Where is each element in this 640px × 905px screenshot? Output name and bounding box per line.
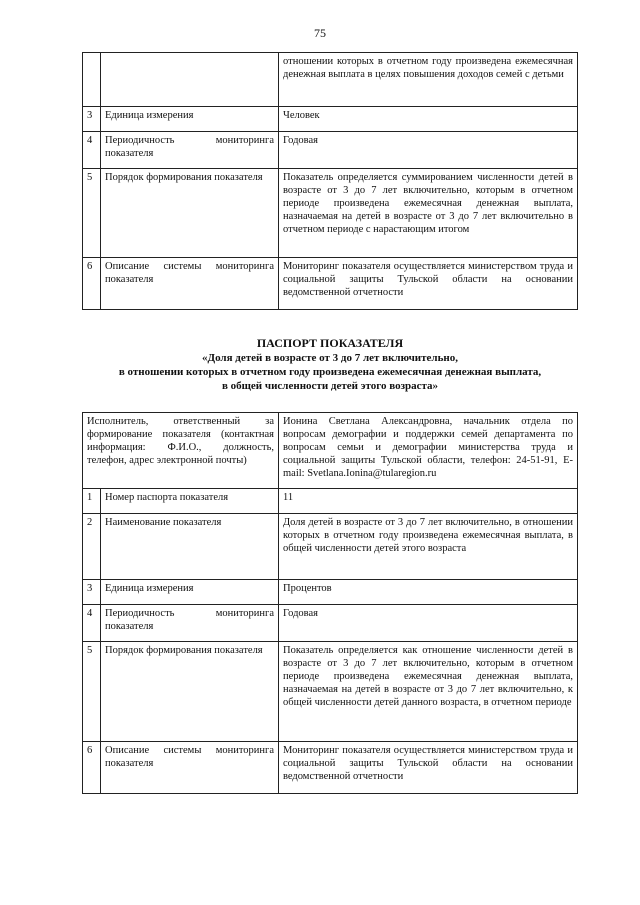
row-label: Порядок формирования показателя [101, 169, 279, 258]
table-row [83, 742, 578, 794]
passport-subtitle-line: «Доля детей в возрасте от 3 до 7 лет включительно, [202, 352, 458, 364]
indicator-table-continued [82, 52, 578, 310]
row-label: Описание системы мониторинга показателя [101, 742, 279, 794]
passport-subtitle-line: в общей численности детей этого возраста» [221, 380, 439, 392]
row-label: Номер паспорта показателя [101, 489, 279, 514]
row-number: 5 [83, 642, 101, 742]
page-number: 75 [314, 26, 326, 40]
table-row [83, 169, 578, 258]
row-number: 2 [83, 514, 101, 580]
table-row [83, 642, 578, 742]
row-number: 6 [83, 258, 101, 310]
table-row [83, 107, 578, 132]
row-value: Показатель определяется суммированием численности детей в возрасте от 3 до 7 лет включительно, которым в отчетном периоде произведена ежемесячная денежная выплата, назначаемая на детей в возрасте от 3 до 7 лет включительно в отчетном периоде с нарастающим итогом [279, 169, 578, 258]
row-label: Единица измерения [101, 580, 279, 605]
passport-heading [60, 336, 600, 393]
row-value: Доля детей в возрасте от 3 до 7 лет включительно, в отношении которых в отчетном году произведена ежемесячная выплата, в общей численности детей этого возраста [279, 514, 578, 580]
table-row [83, 514, 578, 580]
table-row [83, 53, 578, 107]
indicator-passport-table [82, 412, 578, 794]
row-value: отношении которых в отчетном году произведена ежемесячная денежная выплата в целях повышения доходов семей с детьми [279, 53, 578, 107]
row-value: Показатель определяется как отношение численности детей в возрасте от 3 до 7 лет включительно, которым в отчетном периоде произведена ежемесячная денежная выплата, назначаемая на детей в возрасте от 3 до 7 лет включительно, к общей численности детей данного возраста, в отчетном периоде [279, 642, 578, 742]
executor-row [83, 413, 578, 489]
row-label: Единица измерения [101, 107, 279, 132]
executor-value: Ионина Светлана Александровна, начальник отдела по вопросам демографии и поддержки семей департамента по вопросам семьи и демографии министерства труда и социальной защиты Тульской области, телефон: 24-51-91, E-mail: Svetlana.Ionina@tularegion.ru [279, 413, 578, 489]
row-number: 4 [83, 605, 101, 642]
table-row [83, 580, 578, 605]
row-number [83, 53, 101, 107]
row-number: 3 [83, 580, 101, 605]
row-value: Человек [279, 107, 578, 132]
row-number: 6 [83, 742, 101, 794]
table-row [83, 132, 578, 169]
row-label: Описание системы мониторинга показателя [101, 258, 279, 310]
row-value: 11 [279, 489, 578, 514]
row-value: Процентов [279, 580, 578, 605]
row-number: 3 [83, 107, 101, 132]
row-number: 1 [83, 489, 101, 514]
passport-title: ПАСПОРТ ПОКАЗАТЕЛЯ [256, 336, 404, 350]
row-label: Порядок формирования показателя [101, 642, 279, 742]
table-row [83, 258, 578, 310]
row-label: Наименование показателя [101, 514, 279, 580]
table-row [83, 605, 578, 642]
table-row [83, 489, 578, 514]
row-label: Периодичность мониторинга показателя [101, 605, 279, 642]
row-number: 5 [83, 169, 101, 258]
row-value: Мониторинг показателя осуществляется министерством труда и социальной защиты Тульской области на основании ведомственной отчетности [279, 258, 578, 310]
passport-subtitle-line: в отношении которых в отчетном году произведена ежемесячная денежная выплата, [118, 366, 542, 378]
row-label: Периодичность мониторинга показателя [101, 132, 279, 169]
row-value: Годовая [279, 605, 578, 642]
row-value: Годовая [279, 132, 578, 169]
row-number: 4 [83, 132, 101, 169]
row-label [101, 53, 279, 107]
executor-label: Исполнитель, ответственный за формирование показателя (контактная информация: Ф.И.О., должность, телефон, адрес электронной почты) [83, 413, 279, 489]
row-value: Мониторинг показателя осуществляется министерством труда и социальной защиты Тульской области на основании ведомственной отчетности [279, 742, 578, 794]
